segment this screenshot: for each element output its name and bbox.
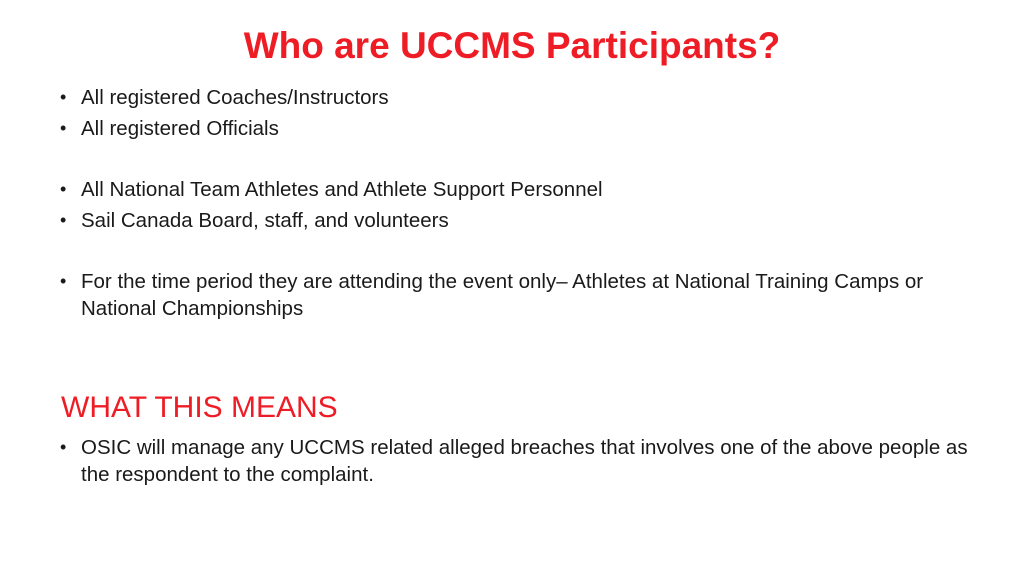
participants-list-events [60,268,980,322]
list-item-text: All National Team Athletes and Athlete Support Personnel [81,178,603,201]
list-item-text: All registered Officials [81,117,279,140]
bullet-icon: • [60,210,67,230]
bullet-icon: • [60,87,67,107]
list-item [60,268,980,322]
list-item [60,434,980,488]
participants-list-national [60,176,980,238]
section-heading: WHAT THIS MEANS [61,391,338,424]
participants-list-registered [60,84,980,146]
list-item-text: For the time period they are attending the event only– Athletes at National Training Camps or National Championships [81,270,924,320]
list-item-text: All registered Coaches/Instructors [81,86,389,109]
bullet-icon: • [60,271,67,291]
list-item [60,207,980,234]
list-item [60,176,980,203]
list-item [60,115,980,142]
list-item [60,84,980,111]
slide-title: Who are UCCMS Participants? [243,25,781,66]
bullet-icon: • [60,179,67,199]
bullet-icon: • [60,437,67,457]
list-item-text: OSIC will manage any UCCMS related alleged breaches that involves one of the above people as the respondent to the complaint. [81,436,968,486]
bullet-icon: • [60,118,67,138]
list-item-text: Sail Canada Board, staff, and volunteers [81,209,449,232]
what-this-means-list [60,434,980,488]
